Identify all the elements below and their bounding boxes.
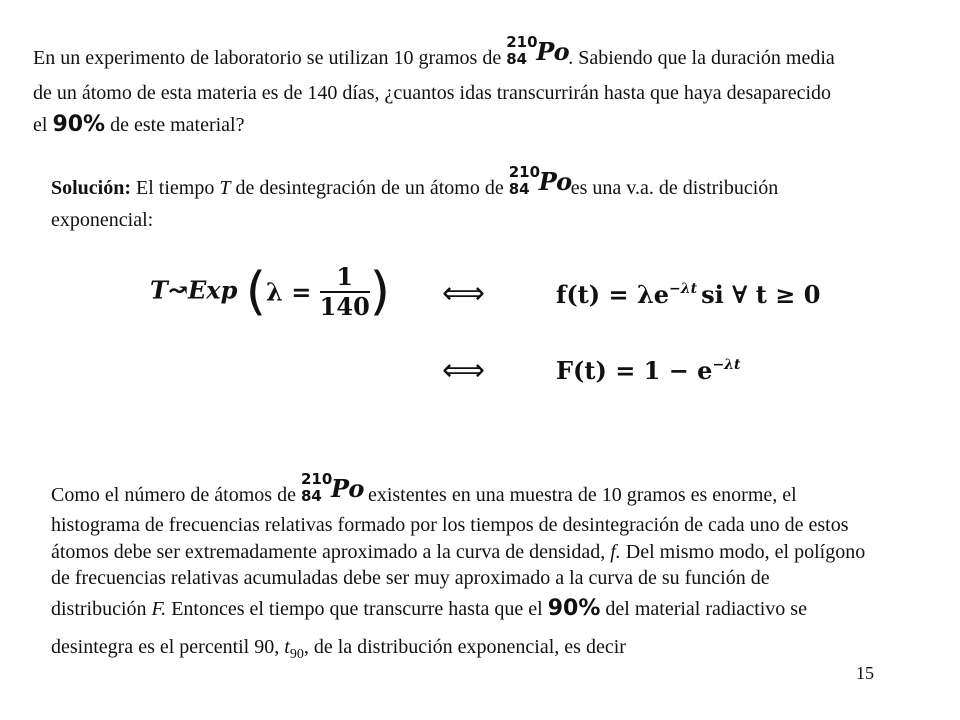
problem-line-3: el 90% de este material?: [33, 112, 245, 137]
solution-line-2: exponencial:: [51, 209, 154, 231]
paragraph-line-6: desintegra es el percentil 90, $t_{90}$, de la distribución exponencial, es decir: [51, 636, 626, 662]
percent-90: 90%: [547, 596, 601, 621]
equation-distribution: T↝Exp (λ = $\frac{1}{140}$ ): [150, 262, 391, 322]
isotope-po210: 210 84 Po: [508, 163, 573, 198]
problem-line-1: [33, 33, 835, 70]
equation-cdf: $F(t) = 1 - e^{-\lambda t}$: [556, 356, 741, 385]
solution-line-1: Solución: El tiempo T de desintegración de un átomo de 210 84 Po es una v.a. de distribución: [51, 163, 779, 199]
paragraph-line-1: Como el número de átomos de 210 84 Po existentes en una muestra de 10 gramos es enorme, el: [51, 470, 797, 506]
paragraph-line-4: de frecuencias relativas acumuladas debe ser muy aproximado a la curva de su función de: [51, 567, 770, 589]
iff-arrow-2: ⟺: [442, 353, 486, 388]
paragraph-line-3: átomos debe ser extremadamente aproximado a la curva de densidad, f. Del mismo modo, el polígono: [51, 541, 866, 563]
paragraph-line-2: histograma de frecuencias relativas formado por los tiempos de desintegración de cada uno de estos: [51, 514, 849, 536]
page-number: 15: [856, 663, 874, 683]
right-paren: ): [369, 262, 391, 322]
problem-line-2: de un átomo de esta materia es de 140 días, ¿cuantos idas transcurrirán hasta que haya desaparecido: [33, 82, 832, 104]
left-paren: (: [245, 262, 267, 322]
fraction: $\frac{1}{140}$: [319, 262, 370, 321]
paragraph-line-5: distribución F. Entonces el tiempo que transcurre hasta que el 90% del material radiactivo se: [51, 596, 807, 621]
problem-text: . Sabiendo que la duración media: [568, 47, 835, 69]
iff-arrow-1: ⟺: [442, 276, 486, 311]
isotope-po210: 210 84 Po: [300, 470, 365, 505]
isotope-po210: 210 84 Po: [506, 33, 570, 68]
solution-label: Solución:: [51, 177, 132, 199]
equation-density: $f(t) = \lambda e^{-\lambda t}$ si ∀ t ≥ 0: [556, 280, 821, 309]
percent-90: 90%: [52, 112, 106, 137]
problem-text: En un experimento de laboratorio se utilizan 10 gramos de: [33, 47, 502, 69]
